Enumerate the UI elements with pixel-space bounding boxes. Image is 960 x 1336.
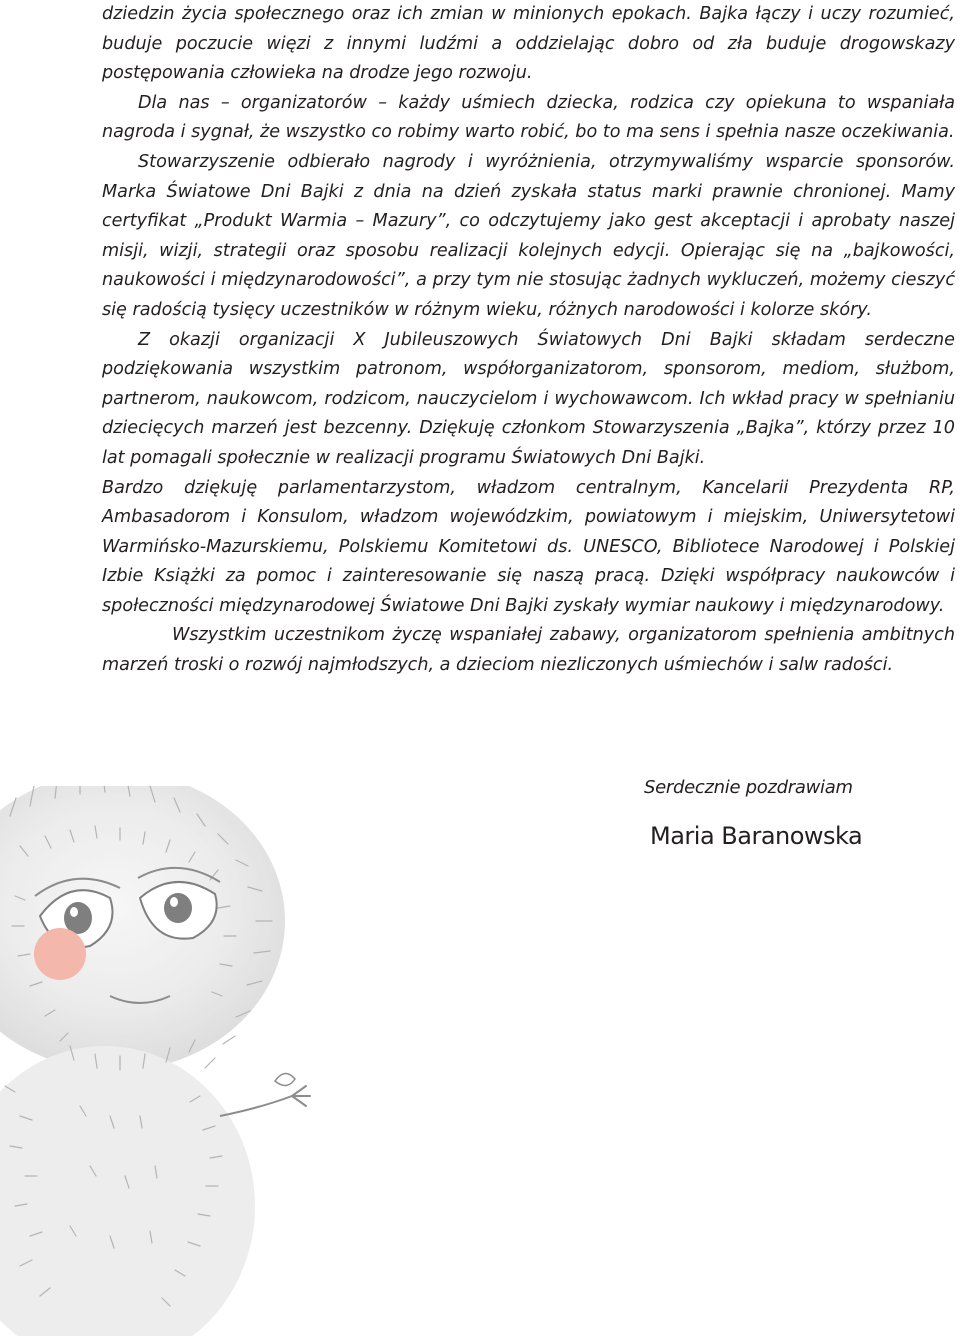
paragraph-1: dziedzin życia społecznego oraz ich zmian w minionych epokach. Bajka łączy i uczy rozumieć, buduje poczucie więzi z innymi ludźmi a oddzielając dobro od zła buduje drogowskazy postępowania człowieka na drodze jego rozwoju. <box>102 4 955 84</box>
paragraph-6: Wszystkim uczestnikom życzę wspaniałej zabawy, organizatorom spełnienia ambitnych marzeń troski o rozwój najmłodszych, a dzieciom niezliczonych uśmiechów i salw radości. <box>102 625 955 676</box>
signature <box>648 816 878 856</box>
closing-greeting: Serdecznie pozdrawiam <box>644 777 853 798</box>
paragraph-5: Bardzo dziękuję parlamentarzystom, władzom centralnym, Kancelarii Prezydenta RP, Ambasadorom i Konsulom, władzom wojewódzkim, powiatowym i miejskim, Uniwersytetowi Warmińsko-Mazurskiemu, Polskiemu Komitetowi ds. UNESCO, Bibliotece Narodowej i Polskiej Izbie Książki za pomoc i zainteresowanie się naszą pracą. Dzięki współpracy naukowców i społeczności międzynarodowej Światowe Dni Bajki zyskały wymiar naukowy i międzynarodowy. <box>102 477 955 616</box>
paragraph-3: Stowarzyszenie odbierało nagrody i wyróżnienia, otrzymywaliśmy wsparcie sponsorów. Marka Światowe Dni Bajki z dnia na dzień zyskała status marki prawnie chronionej. Mamy certyfikat „Produkt Warmia – Mazury”, co odczytujemy jako gest akceptacji i aprobaty naszej misji, wizji, strategii oraz sposobu realizacji kolejnych edycji. Opierając się na „bajkowości, naukowości i międzynarodowości”, a przy tym nie stosując żadnych wykluczeń, możemy cieszyć się radością tysięcy uczestników w różnym wieku, różnych narodowości i kolorze skóry. <box>102 151 955 320</box>
signature-graphic <box>648 816 878 856</box>
paragraph-4: Z okazji organizacji X Jubileuszowych Światowych Dni Bajki składam serdeczne podziękowania wszystkim patronom, współorganizatorom, sponsorom, mediom, służbom, partnerom, naukowcom, rodzicom, nauczycielom i wychowawcom. Ich wkład pracy w spełnianiu dziecięcych marzeń jest bezcenny. Dziękuję członkom Stowarzyszenia „Bajka”, którzy przez 10 lat pomagali społecznie w realizacji programu Światowych Dni Bajki. <box>102 329 955 468</box>
paragraph-2: Dla nas – organizatorów – każdy uśmiech dziecka, rodzica czy opiekuna to wspaniała nagroda i sygnał, że wszystko co robimy warto robić, bo to ma sens i spełnia nasze oczekiwania. <box>102 92 955 143</box>
signature-text: Maria Baranowska <box>650 822 863 850</box>
fluffy-creature-icon <box>0 786 340 1336</box>
mascot-illustration <box>0 786 340 1336</box>
letter-body <box>102 0 955 681</box>
